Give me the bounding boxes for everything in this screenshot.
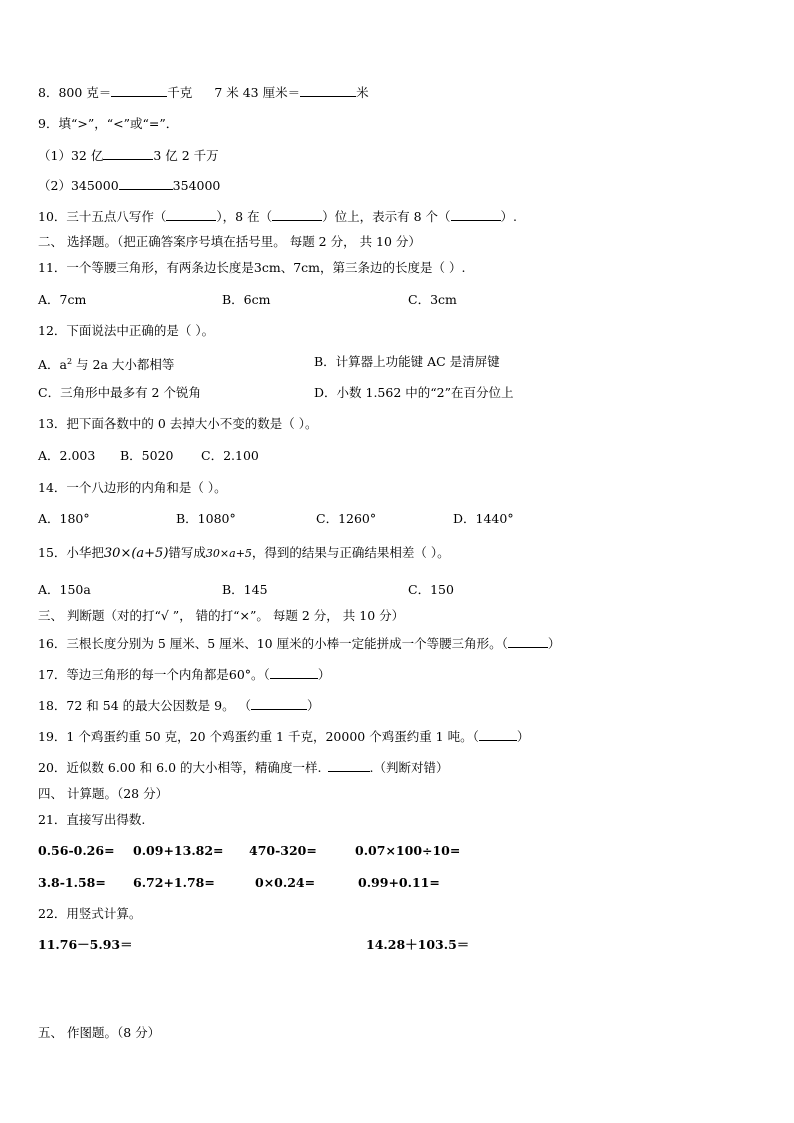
q10-blank-3[interactable] [451,208,501,221]
q8-blank-2[interactable] [300,84,356,97]
question-12: 12．下面说法中正确的是（ ）。 [38,323,215,338]
q17-close-paren: ） [317,667,331,682]
question-10 [38,208,517,225]
section-2-heading: 二、 选择题。（把正确答案序号填在括号里。 每题 2 分， 共 10 分） [38,234,421,249]
q21-calc-3: 470-320= [249,843,317,858]
q13-option-b[interactable]: B．5020 [120,448,174,463]
q22-calc-1: 11.76－5.93＝ [38,937,133,952]
q10-part-d: ）. [500,209,517,224]
q21-calc-1: 0.56-0.26= [38,843,115,858]
q15-part-b: 错写成 [168,545,206,560]
question-11: 11．一个等腰三角形，有两条边长度是3cm、7cm，第三条边的长度是（ ）. [38,260,466,275]
q12-option-c[interactable]: C．三角形中最多有 2 个锐角 [38,385,201,400]
q14-option-c[interactable]: C．1260° [316,511,377,526]
q12-option-d[interactable]: D．小数 1.562 中的“2”在百分位上 [314,385,514,400]
q10-part-a: 10．三十五点八写作（ [38,209,167,224]
q12-option-b[interactable]: B．计算器上功能键 AC 是清屏键 [314,354,500,369]
q11-option-c[interactable]: C．3cm [408,292,457,307]
q12-a-rest: 与 2a 大小都相等 [72,357,175,373]
q9-sub-1 [38,147,219,164]
q20-answer-blank[interactable] [328,759,370,772]
q15-expression-wrong: 30×a+5 [205,547,252,560]
q19-close-paren: ） [516,729,530,744]
q21-calc-4: 0.07×100÷10= [355,843,461,858]
q17-answer-blank[interactable] [270,666,318,679]
question-13: 13．把下面各数中的 0 去掉大小不变的数是（ ）。 [38,416,318,431]
q20-suffix: .（判断对错） [369,760,449,775]
q16-text: 16．三根长度分别为 5 厘米、5 厘米、10 厘米的小棒一定能拼成一个等腰三角形。（ [38,636,508,651]
q21-calc-5: 3.8-1.58= [38,875,106,890]
q14-option-d[interactable]: D．1440° [453,511,514,526]
q15-option-b[interactable]: B．145 [222,582,268,597]
q12-a-superscript: 2 [66,357,73,366]
q18-text: 18．72 和 54 的最大公因数是 9。 （ [38,698,252,713]
q21-calc-6: 6.72+1.78= [133,875,215,890]
q16-answer-blank[interactable] [508,635,548,648]
q9-sub-2 [38,177,220,194]
q8-part-a: 800 克＝ [58,85,112,100]
q21-calc-8: 0.99+0.11= [358,875,440,890]
q22-calc-2: 14.28＋103.5＝ [366,937,470,952]
question-8 [38,84,369,101]
q15-option-a[interactable]: A．150a [38,582,91,597]
q14-option-a[interactable]: A．180° [38,511,90,526]
section-5-heading: 五、 作图题。（8 分） [38,1025,161,1040]
q8-blank-1[interactable] [111,84,167,97]
section-4-heading: 四、 计算题。（28 分） [38,786,169,801]
q11-option-a[interactable]: A．7cm [38,292,87,307]
q10-part-c: ）位上，表示有 8 个（ [322,209,451,224]
q16-close-paren: ） [547,636,561,651]
q10-part-b: ），8 在（ [216,209,273,224]
q9-blank-1[interactable] [103,147,153,160]
q8-part-c: 7 米 43 厘米＝ [214,85,301,100]
q8-part-d: 米 [356,85,369,100]
q12-option-a[interactable] [38,354,174,373]
q12-a-text: A．a [38,357,67,373]
q14-option-b[interactable]: B．1080° [176,511,236,526]
q20-text: 20．近似数 6.00 和 6.0 的大小相等，精确度一样. [38,760,322,775]
q9-s2-right: 354000 [172,178,221,193]
q19-answer-blank[interactable] [479,728,517,741]
question-22: 22．用竖式计算。 [38,906,142,921]
q15-expression-correct: 30×(a+5) [103,546,169,561]
q9-s2-left: （2）345000 [38,178,119,193]
q15-part-a: 15．小华把 [38,545,104,560]
q9-blank-2[interactable] [119,177,173,190]
question-14: 14．一个八边形的内角和是（ ）。 [38,480,227,495]
q8-part-b: 千克 [167,85,193,100]
q13-option-a[interactable]: A．2.003 [38,448,96,463]
q19-text: 19．1 个鸡蛋约重 50 克，20 个鸡蛋约重 1 千克，20000 个鸡蛋约重 1 吨。（ [38,729,479,744]
section-3-heading: 三、 判断题（对的打“√ ”， 错的打“×”。 每题 2 分， 共 10 分） [38,608,405,623]
q21-calc-2: 0.09+13.82= [133,843,224,858]
q15-option-c[interactable]: C．150 [408,582,454,597]
question-15 [38,545,450,562]
question-21: 21．直接写出得数. [38,812,146,827]
q9-s1-right: 3 亿 2 千万 [153,148,219,163]
q18-close-paren: ） [307,698,320,713]
question-16 [38,635,560,652]
question-17 [38,666,330,683]
question-18 [38,697,320,714]
q10-blank-2[interactable] [272,208,322,221]
question-19 [38,728,529,745]
q13-option-c[interactable]: C．2.100 [201,448,259,463]
q18-answer-blank[interactable] [251,697,307,710]
question-9: 9．填“>”，“<”或“=”． [38,116,179,131]
q17-text: 17．等边三角形的每一个内角都是60°。（ [38,667,270,682]
q15-part-c: ，得到的结果与正确结果相差（ ）。 [251,545,450,560]
q21-calc-7: 0×0.24= [255,875,316,890]
q8-number: 8． [38,85,59,100]
q11-option-b[interactable]: B．6cm [222,292,271,307]
question-20 [38,759,448,776]
q10-blank-1[interactable] [166,208,216,221]
q9-s1-left: （1）32 亿 [38,148,104,163]
